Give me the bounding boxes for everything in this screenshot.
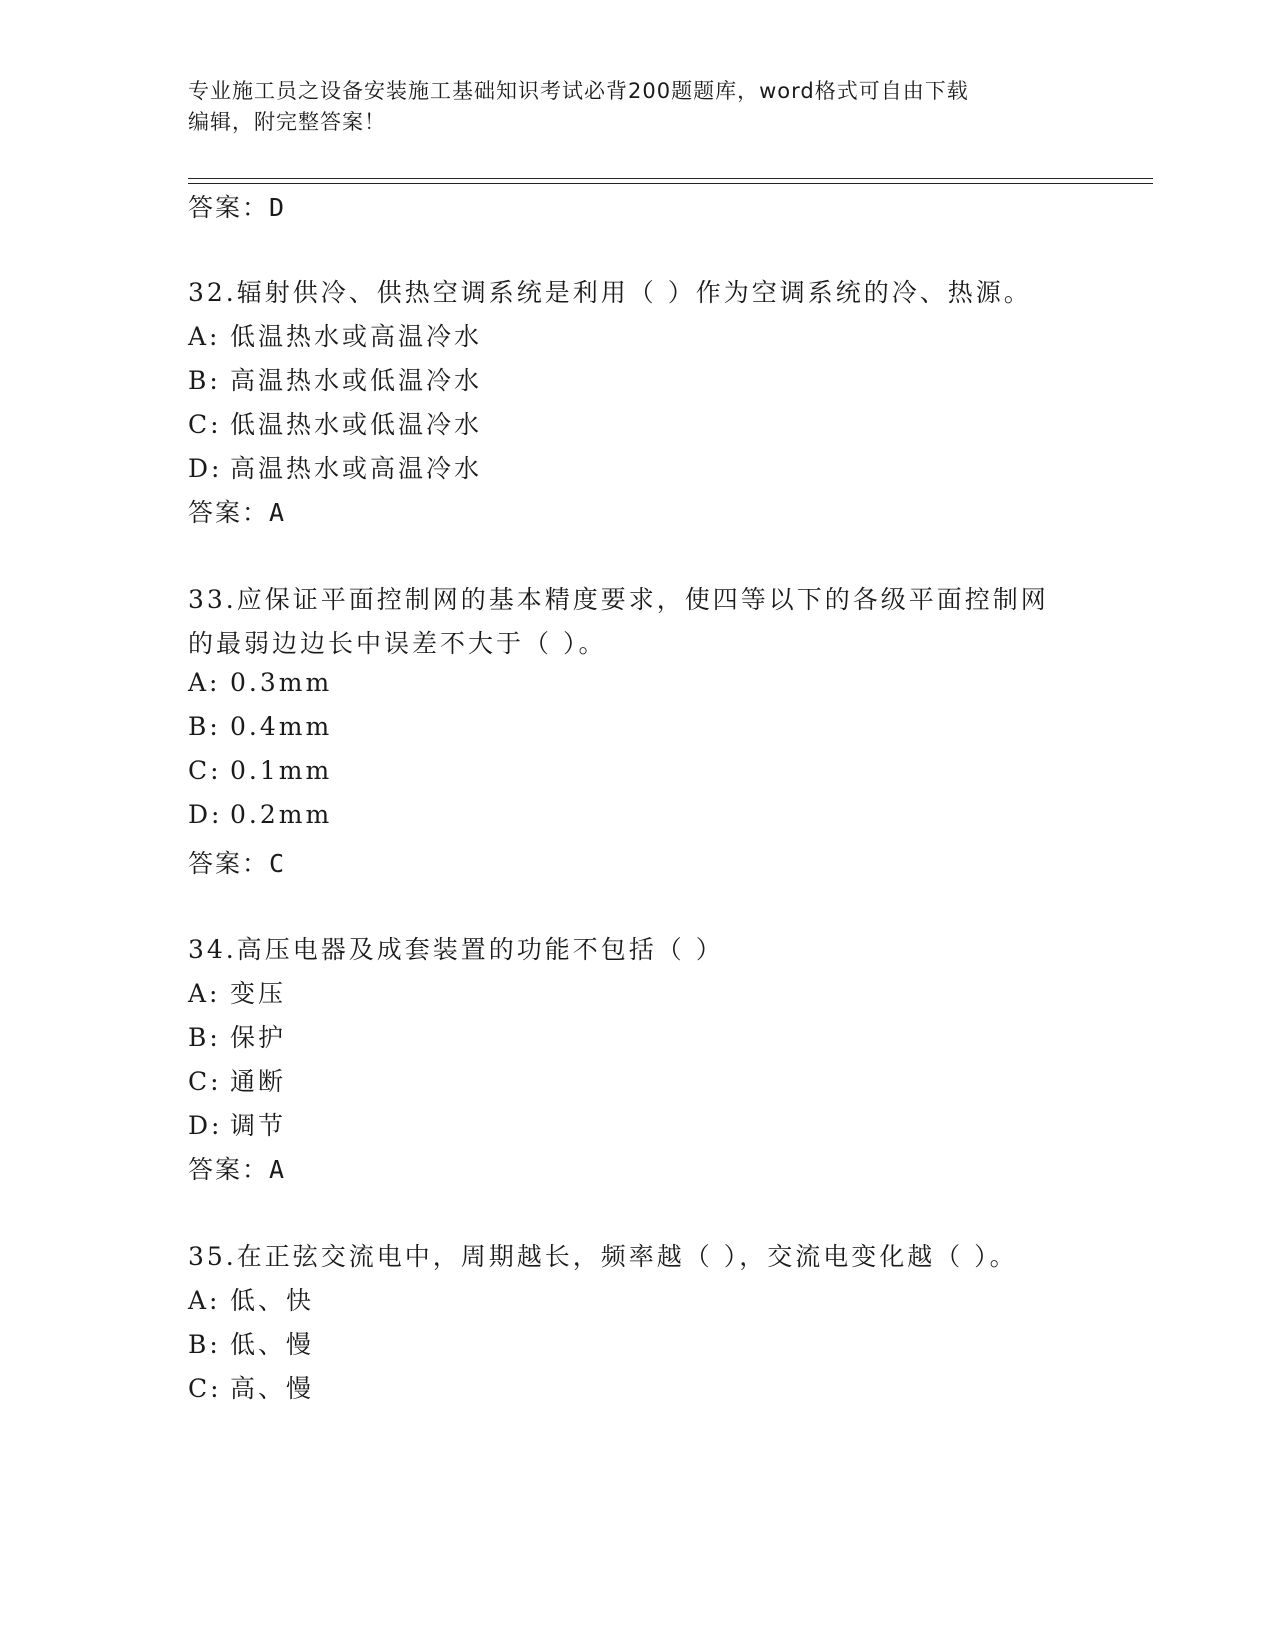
answer-value: A (269, 1155, 287, 1184)
option-letter: B: (188, 712, 221, 741)
option-letter: B: (188, 366, 221, 395)
option-text: 0.2mm (230, 800, 333, 829)
header-line-2: 编辑，附完整答案！ (188, 110, 386, 134)
question-35-option-c (188, 1369, 314, 1405)
answer-value: D (269, 193, 287, 222)
option-text: 高温热水或高温冷水 (230, 454, 483, 483)
option-text: 通断 (230, 1067, 287, 1096)
option-text: 0.4mm (230, 712, 333, 741)
document-header (188, 76, 1088, 138)
question-34-option-d (188, 1106, 286, 1142)
option-letter: A: (188, 322, 221, 351)
question-32-option-b (188, 361, 482, 397)
option-text: 调节 (230, 1111, 287, 1140)
option-letter: C: (188, 410, 222, 439)
question-32-option-d (188, 449, 482, 485)
option-letter: D: (188, 454, 223, 483)
answer-label: 答案： (188, 193, 270, 222)
option-text: 0.3mm (230, 668, 333, 697)
option-letter: A: (188, 1286, 221, 1315)
option-letter: A: (188, 979, 221, 1008)
option-text: 低、慢 (230, 1330, 315, 1359)
option-letter: C: (188, 1067, 222, 1096)
question-34-stem: 34.高压电器及成套装置的功能不包括（ ） (188, 935, 724, 964)
question-33-option-a (188, 668, 332, 697)
question-34-option-a (188, 974, 286, 1010)
question-32-option-c (188, 405, 482, 441)
question-32-option-a (188, 317, 482, 353)
question-35-stem: 35.在正弦交流电中，周期越长，频率越（ ），交流电变化越（ ）。 (188, 1242, 1018, 1271)
option-text: 高温热水或低温冷水 (230, 366, 483, 395)
option-text: 低温热水或低温冷水 (230, 410, 483, 439)
header-divider-top (188, 178, 1153, 179)
answer-value: A (269, 498, 287, 527)
option-text: 低、快 (230, 1286, 315, 1315)
answer-label: 答案： (188, 1155, 270, 1184)
answer-line-32 (188, 493, 286, 529)
question-35-option-a (188, 1281, 314, 1317)
option-text: 高、慢 (230, 1374, 315, 1403)
option-text: 变压 (230, 979, 287, 1008)
answer-value: C (269, 849, 287, 878)
option-letter: D: (188, 1111, 223, 1140)
option-text: 低温热水或高温冷水 (230, 322, 483, 351)
question-33-option-d (188, 800, 332, 829)
header-line-1: 专业施工员之设备安装施工基础知识考试必背200题题库，word格式可自由下载 (188, 79, 969, 103)
question-34-option-b (188, 1018, 286, 1054)
option-letter: A: (188, 668, 221, 697)
answer-line-34 (188, 1150, 286, 1186)
question-32-stem: 32.辐射供冷、供热空调系统是利用（ ）作为空调系统的冷、热源。 (188, 278, 1032, 307)
option-letter: D: (188, 800, 223, 829)
header-divider-bottom (188, 183, 1153, 184)
option-text: 0.1mm (230, 756, 333, 785)
option-letter: B: (188, 1330, 221, 1359)
question-34-option-c (188, 1062, 286, 1098)
question-35-option-b (188, 1325, 314, 1361)
option-text: 保护 (230, 1023, 287, 1052)
question-33-stem-line-2: 的最弱边边长中误差不大于（ ）。 (188, 629, 607, 658)
option-letter: B: (188, 1023, 221, 1052)
answer-label: 答案： (188, 849, 270, 878)
answer-label: 答案： (188, 498, 270, 527)
option-letter: C: (188, 756, 222, 785)
question-33-option-c (188, 756, 332, 785)
question-33-option-b (188, 712, 332, 741)
option-letter: C: (188, 1374, 222, 1403)
answer-line-31 (188, 188, 286, 224)
answer-line-33 (188, 844, 286, 880)
question-33-stem-line-1: 33.应保证平面控制网的基本精度要求，使四等以下的各级平面控制网 (188, 585, 1049, 614)
